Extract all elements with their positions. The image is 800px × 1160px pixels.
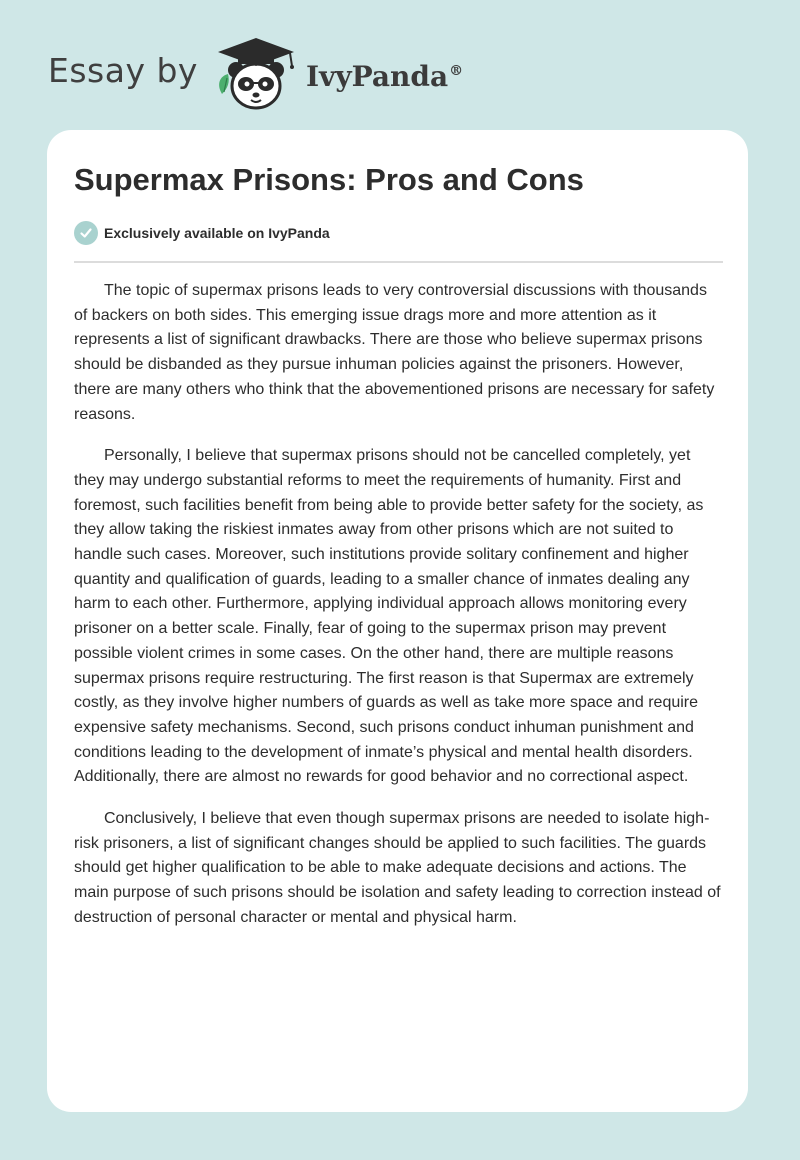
registered-mark: ® — [449, 63, 464, 80]
badge-label: Exclusively available on IvyPanda — [104, 225, 330, 241]
essay-paragraph: The topic of supermax prisons leads to very controversial discussions with thousands of backers on both sides. This emerging issue drags more and more attention as it represents a list of significant drawbacks. There are those who believe supermax prisons should be disbanded as they pursue inhuman policies against the prisoners. However, there are many others who think that the abovementioned prisons are necessary for safety reasons. — [74, 282, 715, 423]
essay-body — [74, 279, 724, 948]
title-divider — [74, 261, 723, 263]
brand-header — [48, 34, 463, 114]
essay-card — [47, 130, 748, 1112]
brand-prefix: Essay by — [48, 50, 198, 90]
brand-name[interactable]: IvyPanda® — [305, 59, 464, 93]
essay-paragraph: Personally, I believe that supermax prisons should not be cancelled completely, yet they may undergo substantial reforms to meet the requirements of humanity. First and foremost, such facilities benefit from being able to provide better safety for the society, as they allow taking the riskiest inmates away from other prisons which are not suited to handle such cases. Moreover, such institutions provide solitary confinement and higher quantity and qualification of guards, leading to a smaller chance of inmates dealing any harm to each other. Furthermore, applying individual approach allows monitoring every prisoner on a better scale. Finally, fear of going to the supermax prison may prevent possible violent crimes in some cases. On the other hand, there are multiple reasons supermax prisons require restructuring. The first reason is that Supermax are extremely costly, as they involve higher numbers of guards as well as take more space and require expensive safety mechanisms. Second, such prisons conduct inhuman punishment and conditions leading to the development of inmate’s physical and mental health disorders. Additionally, there are almost no rewards for good behavior and no correctional aspect. — [74, 447, 704, 786]
essay-paragraph: Conclusively, I believe that even though supermax prisons are needed to isolate high-risk prisoners, a list of significant changes should be applied to such facilities. The guards should get higher qualification to be able to make adequate decisions and actions. The main purpose of such prisons should be isolation and safety leading to correction instead of destruction of personal character or mental and physical harm. — [74, 810, 721, 926]
check-circle-icon — [74, 221, 98, 245]
essay-title: Supermax Prisons: Pros and Cons — [74, 162, 584, 197]
exclusive-badge — [74, 221, 330, 245]
panda-logo-icon[interactable] — [212, 36, 302, 112]
